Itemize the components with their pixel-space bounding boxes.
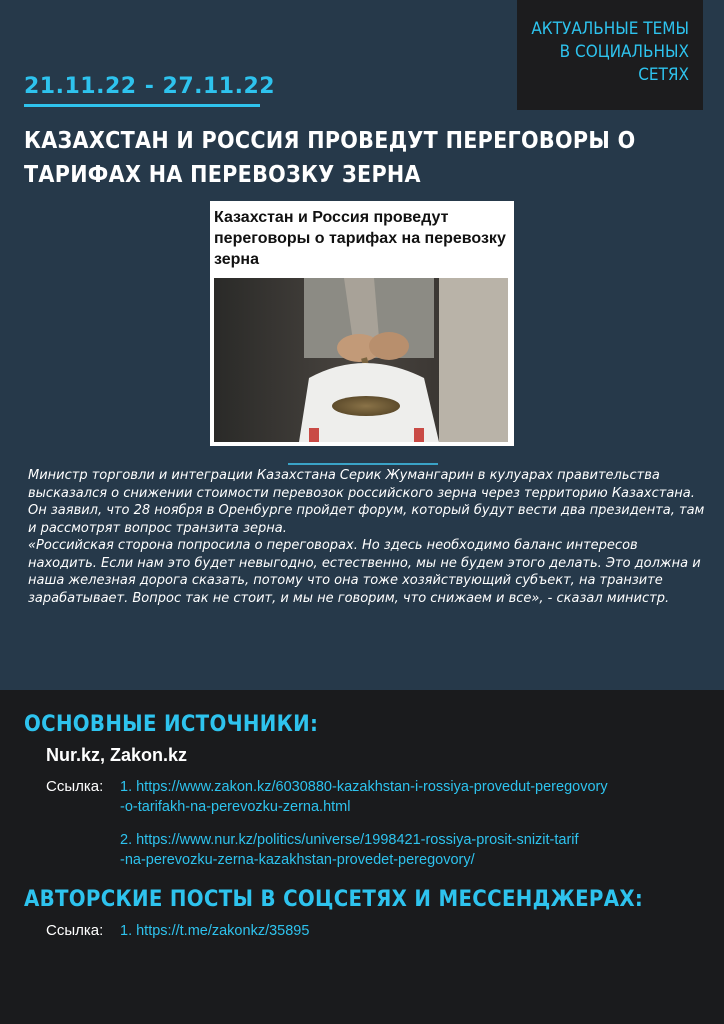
- badge-line-2: В СОЦИАЛЬНЫХ: [559, 42, 689, 62]
- date-range: 21.11.22 - 27.11.22: [24, 74, 276, 99]
- badge-line-1: АКТУАЛЬНЫЕ ТЕМЫ: [531, 19, 689, 39]
- source-link-1[interactable]: [120, 777, 608, 817]
- sources-heading: ОСНОВНЫЕ ИСТОЧНИКИ:: [24, 712, 319, 737]
- posts-heading: АВТОРСКИЕ ПОСТЫ В СОЦСЕТЯХ И МЕССЕНДЖЕРАХ:: [24, 887, 644, 912]
- date-underline: [24, 104, 260, 107]
- source-link-1-line-1: 1. https://www.zakon.kz/6030880-kazakhstan-i-rossiya-provedut-peregovory: [120, 779, 608, 795]
- article-paragraph-2: Он заявил, что 28 ноября в Оренбурге пройдет форум, который будут вести два президента, там и рассмотрят вопрос транзита зерна.: [28, 503, 705, 536]
- article-body: [28, 467, 708, 607]
- topic-badge: [517, 0, 703, 110]
- separator-line: [288, 463, 438, 465]
- page-title: КАЗАХСТАН И РОССИЯ ПРОВЕДУТ ПЕРЕГОВОРЫ О ТАРИФАХ НА ПЕРЕВОЗКУ ЗЕРНА: [24, 128, 636, 188]
- source-link-1-line-2: -o-tarifakh-na-perevozku-zerna.html: [120, 799, 351, 815]
- sources-names: Nur.kz, Zakon.kz: [46, 745, 188, 765]
- source-link-2-line-1: 2. https://www.nur.kz/politics/universe/1998421-rossiya-prosit-snizit-tarif: [120, 832, 579, 848]
- source-link-2-line-2: -na-perevozku-zerna-kazakhstan-provedet-peregovory/: [120, 852, 475, 868]
- article-paragraph-3: «Российская сторона попросила о переговорах. Но здесь необходимо баланс интересов находить. Если нам это будет невыгодно, естественно, мы не будем этого делать. Это должна и наша железная дорога сказать, потому что она тоже хозяйствующий субъект, на транзите зарабатывает. Вопрос так не стоит, и мы не говорим, что снижаем и все», - сказал министр.: [28, 538, 701, 606]
- posts-link-label: Ссылка:: [46, 922, 104, 939]
- badge-line-3: СЕТЯХ: [638, 65, 689, 85]
- news-card[interactable]: [210, 201, 514, 446]
- article-paragraph-1: Министр торговли и интеграции Казахстана Серик Жумангарин в кулуарах правительства высказался о снижении стоимости перевозок российского зерна через территорию Казахстана.: [28, 468, 695, 501]
- grain-hands-photo: [214, 278, 508, 442]
- news-card-title: Казахстан и Россия проведут переговоры о тарифах на перевозку зерна: [214, 209, 506, 268]
- post-link-1[interactable]: 1. https://t.me/zakonkz/35895: [120, 923, 310, 939]
- sources-link-label: Ссылка:: [46, 778, 104, 795]
- source-link-2[interactable]: [120, 830, 579, 870]
